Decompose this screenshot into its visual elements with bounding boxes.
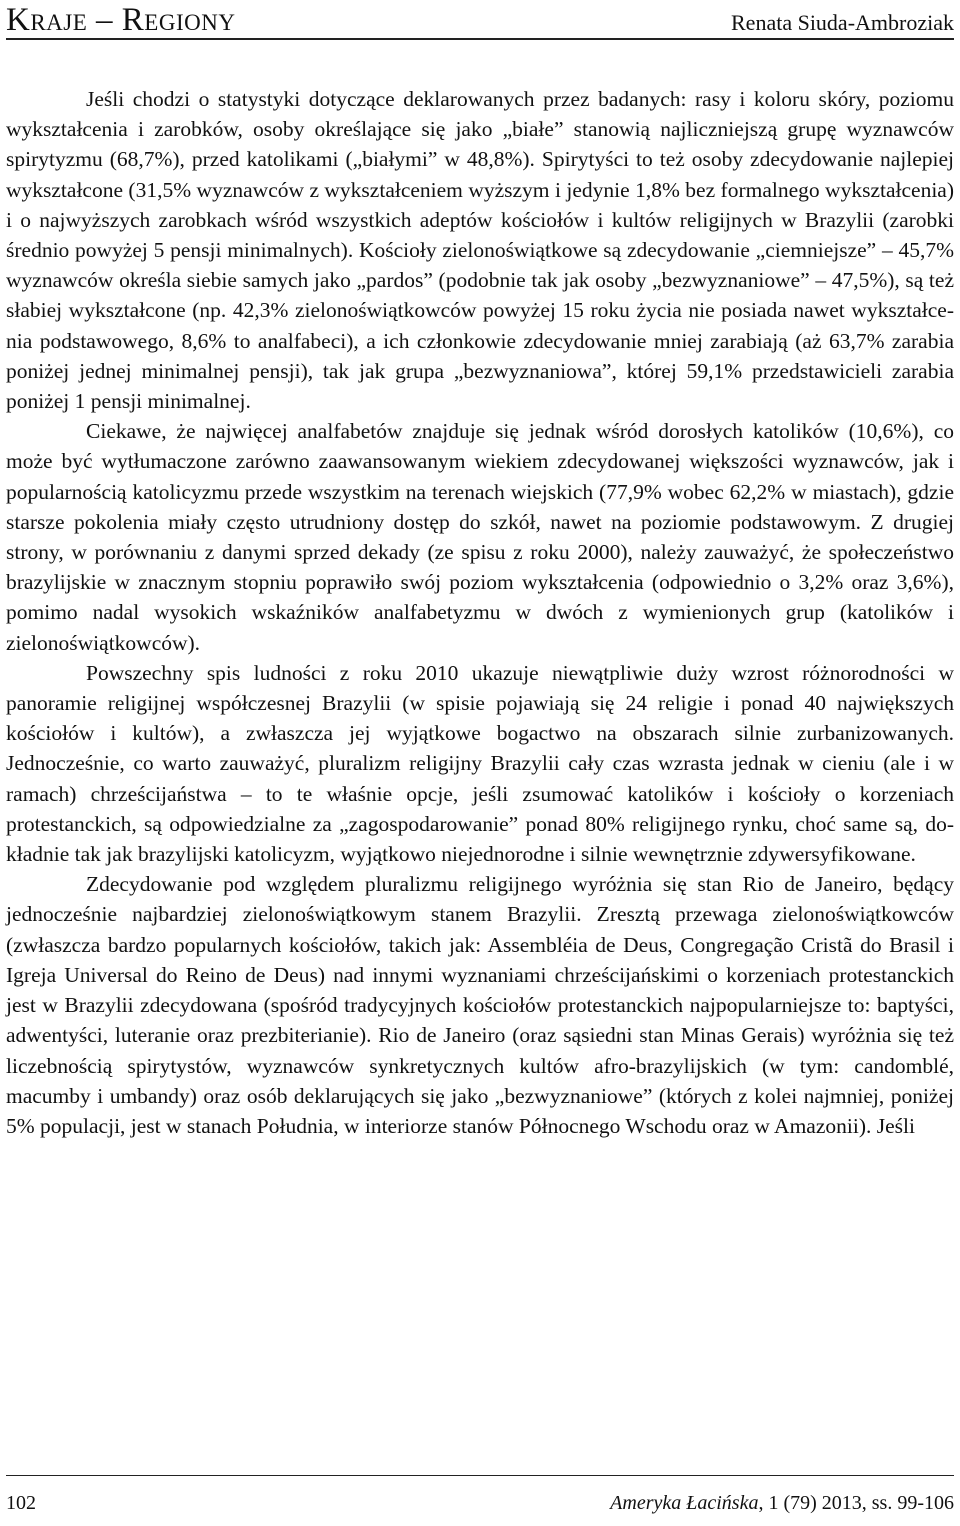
journal-reference bbox=[610, 1492, 954, 1515]
page-number: 102 bbox=[6, 1492, 36, 1514]
section-title: Kraje – Regiony bbox=[6, 2, 236, 38]
paragraph: Zdecydowanie pod względem pluralizmu religijnego wyróżnia się stan Rio de Janeiro, będący jednocześnie najbardziej zielonoświątkowym stanem Brazylii. Zresztą przewaga zielonoświątkowców (zwłaszcza bardzo popularnych kościołów, takich jak: Assembléia de Deus, Congregação Cristã do Brasil i Igreja Universal do Reino de Deus) nad innymi wyznaniami chrześcijańskimi o korzeniach protestanckich jest w Brazylii zdecydowana (spośród tradycyjnych kościołów protestanckich najpopularniejsze to: baptyści, adwentyści, luteranie oraz prezbiterianie). Rio de Janeiro (oraz sąsiedni stan Minas Gerais) wyróżnia się też liczebnością spirytystów, wyznawców synkretycznych kultów afro-brazylijskich (w tym: candomblé, macumby i umbandy) oraz osób deklarujących się jako „bezwyznaniowe” (których z kolei najmniej, poniżej 5% populacji, jest w stanach Południa, w interiorze stanów Północnego Wschodu oraz w Amazonii). Jeśli bbox=[6, 872, 954, 1138]
article-body bbox=[6, 84, 954, 1141]
paragraph: Jeśli chodzi o statystyki dotyczące deklarowanych przez badanych: rasy i koloru skóry, poziomu wykształcenia i zarobków, osoby określające się jako „białe” stanowią najliczniejszą grupę wyznawców spirytyzmu (68,7%), przed katolikami („białymi” w 48,8%). Spirytyści to też osoby zdecydowanie najlepiej wykształcone (31,5% wyznawców z wykształceniem wyższym i jedynie 1,8% bez formalnego wykształcenia) i o najwyższych zarobkach wśród wszystkich adeptów kościołów i kultów religijnych w Brazylii (zarobki średnio powyżej 5 pensji minimalnych). Kościoły zielonoświątkowe są zdecydowanie „ciemniejsze” – 45,7% wyznawców określa siebie samych jako „pardos” (podobnie tak jak osoby „bezwyznaniowe” – 47,5%), są też słabiej wykształcone (np. 42,3% zielonoświątkowców powyżej 15 roku życia nie posiada nawet wykształcenia podstawowego, 8,6% to analfabeci), a ich członkowie zdecydowanie mniej zarabiają (aż 63,7% zarabia poniżej jednej minimalnej pensji), tak jak grupa „bezwyznaniowa”, której 59,1% przedstawicieli zarabia poniżej 1 pensji minimalnej. bbox=[6, 87, 954, 414]
journal-issue: , 1 (79) 2013, ss. 99-106 bbox=[758, 1492, 954, 1514]
paragraph: Ciekawe, że najwięcej analfabetów znajduje się jednak wśród dorosłych katolików (10,6%), co może być wytłumaczone zarówno zaawansowanym wiekiem zdecydowanej większości wyznawców, jak i popularnością katolicyzmu przede wszystkim na terenach wiejskich (77,9% wobec 62,2% w miastach), gdzie starsze pokolenia miały często utrudniony dostęp do szkół, nawet na poziomie podstawowym. Z drugiej strony, w porównaniu z danymi sprzed dekady (ze spisu z roku 2000), należy zauważyć, że społeczeństwo brazylijskie w znacznym stopniu poprawiło swój poziom wykształcenia (odpowiednio o 3,2% oraz 3,6%), pomimo nadal wysokich wskaźników analfabetyzmu w dwóch z wymienionych grup (katolików i zielonoświątkowców). bbox=[6, 419, 954, 655]
paragraph: Powszechny spis ludności z roku 2010 ukazuje niewątpliwie duży wzrost różnorodności w panoramie religijnej współczesnej Brazylii (w spisie pojawiają się 24 religie i ponad 40 największych kościołów i kultów), a zwłaszcza jej wyjątkowe bogactwo na obszarach silnie zurbanizowanych. Jednocześnie, co warto zauważyć, pluralizm religijny Brazylii cały czas wzrasta jednak w cieniu (ale i w ramach) chrześcijaństwa – to te właśnie opcje, jeśli zsumować katolików i kościoły o korzeniach protestanckich, są odpowiedzialne za „zagospodarowanie” ponad 80% religijnego rynku, choć same są, dokładnie tak jak brazylijski katolicyzm, wyjątkowo niejednorodne i silnie wewnętrznie zdywersyfikowane. bbox=[6, 660, 954, 867]
journal-name: Ameryka Łacińska bbox=[610, 1492, 759, 1514]
author-name: Renata Siuda-Ambroziak bbox=[731, 10, 954, 35]
running-header bbox=[6, 0, 954, 40]
running-footer bbox=[6, 1475, 954, 1526]
